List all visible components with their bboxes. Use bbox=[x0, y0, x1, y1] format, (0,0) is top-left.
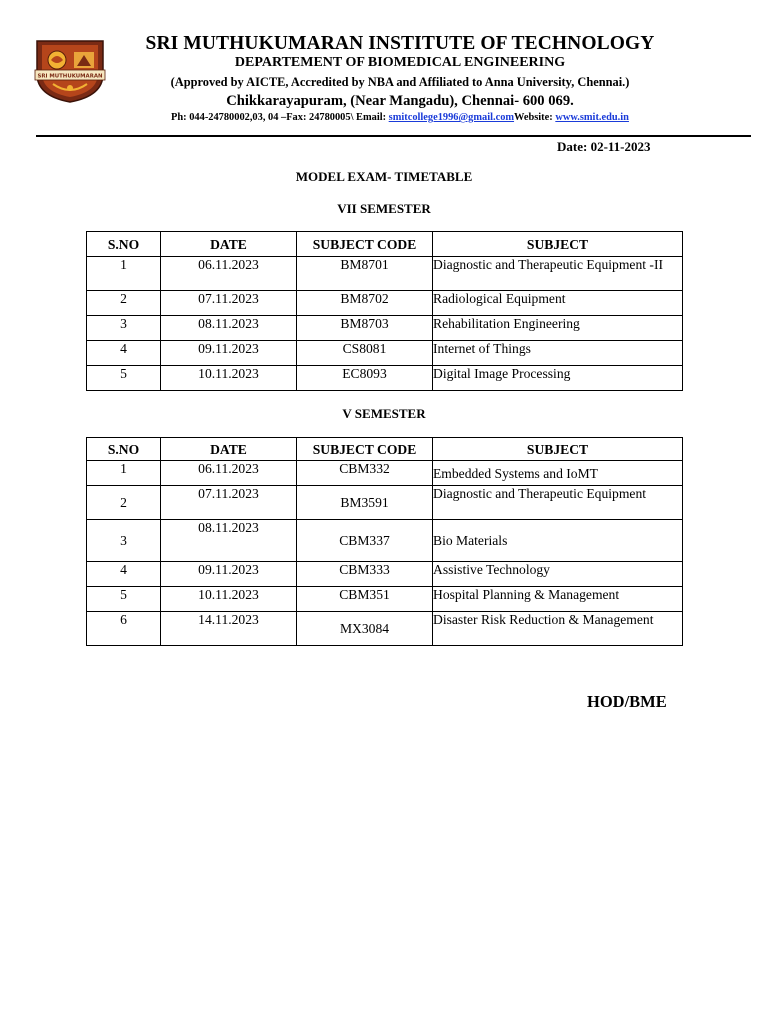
table-row bbox=[87, 291, 683, 316]
signature-hod: HOD/BME bbox=[587, 692, 667, 711]
cell-sno: 2 bbox=[87, 291, 161, 316]
cell-code: CBM351 bbox=[297, 587, 433, 612]
cell-sno: 1 bbox=[87, 257, 161, 291]
cell-date: 07.11.2023 bbox=[161, 291, 297, 316]
contact-phone-fax: Ph: 044-24780002,03, 04 –Fax: 24780005\ Email: bbox=[171, 112, 389, 123]
cell-subject: Assistive Technology bbox=[433, 562, 683, 587]
cell-code: CS8081 bbox=[297, 341, 433, 366]
sem7-timetable bbox=[86, 231, 683, 391]
institute-name: SRI MUTHUKUMARAN INSTITUTE OF TECHNOLOGY bbox=[145, 33, 655, 54]
document-title: MODEL EXAM- TIMETABLE bbox=[295, 169, 473, 184]
cell-subject: Internet of Things bbox=[433, 341, 683, 366]
cell-subject: Digital Image Processing bbox=[433, 366, 683, 391]
cell-sno: 3 bbox=[87, 520, 161, 562]
table-header-row bbox=[87, 232, 683, 257]
cell-code: BM8702 bbox=[297, 291, 433, 316]
table-row bbox=[87, 461, 683, 486]
cell-subject: Radiological Equipment bbox=[433, 291, 683, 316]
college-logo bbox=[33, 38, 107, 104]
website-label: Website: bbox=[514, 112, 556, 123]
cell-sno: 4 bbox=[87, 341, 161, 366]
table-row bbox=[87, 316, 683, 341]
svg-text:SRI MUTHUKUMARAN: SRI MUTHUKUMARAN bbox=[37, 73, 103, 80]
cell-sno: 2 bbox=[87, 486, 161, 520]
cell-sno: 1 bbox=[87, 461, 161, 486]
cell-subject: Disaster Risk Reduction & Management bbox=[433, 612, 683, 646]
cell-code: EC8093 bbox=[297, 366, 433, 391]
cell-code: MX3084 bbox=[297, 612, 433, 646]
cell-date: 06.11.2023 bbox=[161, 461, 297, 486]
table-row bbox=[87, 366, 683, 391]
table-row bbox=[87, 341, 683, 366]
cell-sno: 3 bbox=[87, 316, 161, 341]
cell-subject: Diagnostic and Therapeutic Equipment bbox=[433, 486, 683, 520]
cell-sno: 6 bbox=[87, 612, 161, 646]
cell-code: BM8701 bbox=[297, 257, 433, 291]
contact-line bbox=[110, 112, 690, 123]
table-row bbox=[87, 486, 683, 520]
column-header: SUBJECT CODE bbox=[297, 232, 433, 257]
column-header: S.NO bbox=[87, 232, 161, 257]
table-row bbox=[87, 587, 683, 612]
table-row bbox=[87, 520, 683, 562]
cell-date: 09.11.2023 bbox=[161, 341, 297, 366]
cell-date: 10.11.2023 bbox=[161, 587, 297, 612]
cell-subject: Bio Materials bbox=[433, 520, 683, 562]
cell-code: CBM337 bbox=[297, 520, 433, 562]
cell-subject: Hospital Planning & Management bbox=[433, 587, 683, 612]
cell-sno: 5 bbox=[87, 587, 161, 612]
cell-date: 08.11.2023 bbox=[161, 316, 297, 341]
cell-sno: 5 bbox=[87, 366, 161, 391]
cell-subject: Embedded Systems and IoMT bbox=[433, 461, 683, 486]
cell-subject: Rehabilitation Engineering bbox=[433, 316, 683, 341]
cell-code: BM8703 bbox=[297, 316, 433, 341]
sem5-title: V SEMESTER bbox=[342, 406, 426, 421]
table-row bbox=[87, 257, 683, 291]
approval-line: (Approved by AICTE, Accredited by NBA and Affiliated to Anna University, Chennai.) bbox=[170, 75, 630, 89]
sem5-timetable bbox=[86, 437, 683, 646]
column-header: SUBJECT bbox=[433, 232, 683, 257]
column-header: DATE bbox=[161, 232, 297, 257]
cell-sno: 4 bbox=[87, 562, 161, 587]
cell-code: CBM333 bbox=[297, 562, 433, 587]
cell-subject: Diagnostic and Therapeutic Equipment -II bbox=[433, 257, 683, 291]
website-link[interactable]: www.smit.edu.in bbox=[555, 112, 629, 123]
column-header: DATE bbox=[161, 438, 297, 461]
column-header: S.NO bbox=[87, 438, 161, 461]
cell-code: CBM332 bbox=[297, 461, 433, 486]
cell-date: 14.11.2023 bbox=[161, 612, 297, 646]
cell-code: BM3591 bbox=[297, 486, 433, 520]
cell-date: 06.11.2023 bbox=[161, 257, 297, 291]
cell-date: 07.11.2023 bbox=[161, 486, 297, 520]
document-date: Date: 02-11-2023 bbox=[557, 139, 651, 154]
column-header: SUBJECT CODE bbox=[297, 438, 433, 461]
table-row bbox=[87, 562, 683, 587]
cell-date: 10.11.2023 bbox=[161, 366, 297, 391]
department-name: DEPARTEMENT OF BIOMEDICAL ENGINEERING bbox=[234, 55, 566, 70]
address-line: Chikkarayapuram, (Near Mangadu), Chennai- 600 069. bbox=[226, 93, 574, 109]
header-divider bbox=[36, 135, 751, 137]
table-row bbox=[87, 612, 683, 646]
sem7-title: VII SEMESTER bbox=[337, 201, 431, 216]
email-link[interactable]: smitcollege1996@gmail.com bbox=[388, 112, 515, 123]
column-header: SUBJECT bbox=[433, 438, 683, 461]
table-header-row bbox=[87, 438, 683, 461]
cell-date: 09.11.2023 bbox=[161, 562, 297, 587]
cell-date: 08.11.2023 bbox=[161, 520, 297, 562]
